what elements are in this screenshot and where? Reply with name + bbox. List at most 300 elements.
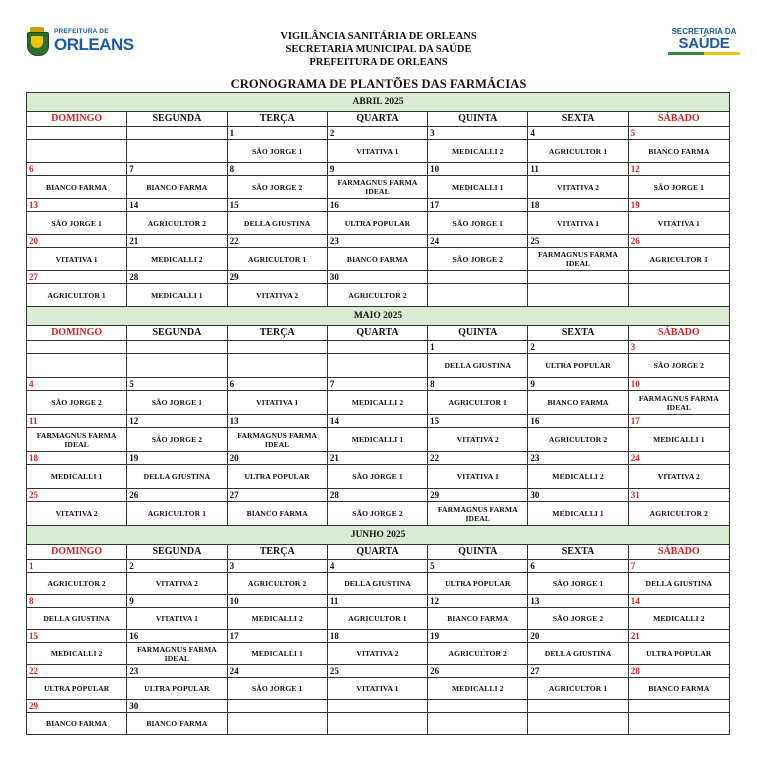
day-number: 11 [27, 415, 126, 428]
day-cell [328, 595, 428, 629]
week-row [27, 341, 729, 378]
pharmacy-name: SÃO JORGE 2 [552, 614, 604, 623]
weekday-header: SÁBADO [658, 113, 700, 124]
day-number: 11 [528, 163, 627, 176]
pharmacy-name: VITATIVA 1 [556, 218, 600, 228]
day-cell [528, 560, 628, 594]
weekday-header: TERÇA [228, 326, 328, 340]
day-cell [228, 199, 328, 234]
week-row [27, 665, 729, 700]
pharmacy-name [228, 354, 327, 377]
day-cell [127, 489, 227, 525]
day-cell [428, 560, 528, 594]
day-number: 29 [27, 700, 126, 713]
weekday-header: SEGUNDA [127, 112, 227, 126]
pharmacy-name [428, 284, 527, 306]
day-cell [27, 163, 127, 198]
pharmacy-name: MEDICALLI 1 [452, 182, 504, 192]
pharmacy-name: MEDICALLI 2 [151, 254, 203, 264]
day-cell [127, 163, 227, 198]
day-cell [328, 341, 428, 377]
pharmacy-name [127, 140, 226, 162]
day-number: 30 [328, 271, 427, 284]
pharmacy-name: VITATIVA 2 [657, 472, 700, 481]
day-number: 14 [328, 415, 427, 428]
day-cell [629, 378, 729, 414]
day-number: 26 [629, 235, 729, 248]
institution-title [0, 27, 757, 69]
day-cell [528, 199, 628, 234]
day-cell [629, 452, 729, 488]
week-row [27, 199, 729, 235]
day-cell [127, 665, 227, 699]
day-number: 4 [528, 127, 627, 140]
weekday-header: SEXTA [528, 326, 628, 340]
pharmacy-name: AGRICULTOR 2 [548, 435, 608, 444]
weekday-header: QUARTA [328, 545, 428, 559]
pharmacy-name: VITATIVA 1 [155, 614, 198, 623]
pharmacy-name: BIANCO FARMA [46, 719, 108, 728]
pharmacy-name: SÃO JORGE 1 [51, 218, 102, 228]
weekday-header: SEXTA [528, 545, 628, 559]
day-number: 22 [428, 452, 527, 465]
pharmacy-name: ULTRA POPULAR [545, 361, 611, 370]
day-number: 6 [27, 163, 126, 176]
pharmacy-name: MEDICALLI 2 [452, 146, 504, 156]
day-number: 17 [428, 199, 527, 212]
day-number [228, 341, 327, 354]
day-cell [528, 595, 628, 629]
week-row [27, 630, 729, 665]
pharmacy-name: VITATIVA 1 [356, 146, 399, 156]
day-cell [629, 665, 729, 699]
secretaria-saude-logo [668, 28, 740, 55]
day-cell [528, 127, 628, 162]
day-number: 3 [428, 127, 527, 140]
day-cell [428, 378, 528, 414]
day-number: 4 [328, 560, 427, 573]
day-cell [27, 700, 127, 734]
day-number: 23 [528, 452, 627, 465]
pharmacy-name [328, 354, 427, 377]
day-number [228, 700, 327, 713]
day-number: 8 [228, 163, 327, 176]
day-cell [629, 163, 729, 198]
pharmacy-name: SÃO JORGE 2 [653, 361, 705, 370]
day-number: 28 [629, 665, 729, 678]
pharmacy-name: AGRICULTOR 2 [47, 579, 106, 588]
day-cell [629, 235, 729, 270]
pharmacy-name: SÃO JORGE 1 [251, 146, 303, 156]
day-number: 11 [328, 595, 427, 608]
day-number [127, 127, 226, 140]
pharmacy-name: FARMAGNUS FARMA IDEAL [237, 430, 318, 449]
pharmacy-name: BIANCO FARMA [146, 719, 208, 728]
day-number: 15 [428, 415, 527, 428]
logo-left-small-text: PREFEITURA DE [54, 28, 109, 36]
day-number: 18 [27, 452, 126, 465]
pharmacy-name: SÃO JORGE 1 [151, 398, 203, 407]
pharmacy-name: MEDICALLI 1 [351, 435, 404, 444]
pharmacy-name: BIANCO FARMA [246, 509, 308, 518]
day-number: 23 [127, 665, 226, 678]
day-number: 21 [328, 452, 427, 465]
pharmacy-name: ULTRA POPULAR [646, 649, 712, 658]
day-number: 18 [528, 199, 627, 212]
logo-left-big-text: ORLEANS [54, 34, 134, 54]
pharmacy-name: VITATIVA 1 [657, 218, 700, 228]
day-cell [127, 595, 227, 629]
pharmacy-name: ULTRA POPULAR [43, 684, 110, 693]
logo-right-color-bar [668, 52, 740, 55]
pharmacy-name: AGRICULTOR 1 [548, 146, 608, 156]
pharmacy-name: ULTRA POPULAR [144, 684, 210, 693]
day-cell [629, 560, 729, 594]
pharmacy-name: VITATIVA 2 [556, 182, 600, 192]
pharmacy-name [528, 713, 627, 734]
day-number: 29 [228, 271, 327, 284]
day-cell [228, 271, 328, 306]
day-number: 10 [629, 378, 729, 391]
pharmacy-name: MEDICALLI 2 [50, 649, 103, 658]
pharmacy-name: SÃO JORGE 1 [552, 579, 604, 588]
day-cell [629, 489, 729, 525]
day-number: 16 [127, 630, 226, 643]
weekday-header: SEGUNDA [127, 545, 227, 559]
day-cell [228, 415, 328, 451]
month-title: ABRIL 2025 [27, 93, 729, 112]
day-number: 10 [228, 595, 327, 608]
weekday-header: SÁBADO [658, 327, 700, 338]
pharmacy-name [629, 713, 729, 734]
pharmacy-name: FARMAGNUS FARMA IDEAL [538, 250, 618, 268]
institution-line: PREFEITURA DE ORLEANS [309, 57, 448, 68]
day-number: 4 [27, 378, 126, 391]
day-cell [428, 127, 528, 162]
pharmacy-name: BIANCO FARMA [648, 684, 710, 693]
pharmacy-name: FARMAGNUS FARMA IDEAL [36, 430, 117, 449]
day-cell [228, 452, 328, 488]
pharmacy-name: FARMAGNUS FARMA IDEAL [638, 393, 719, 412]
day-number: 7 [127, 163, 226, 176]
day-cell [328, 415, 428, 451]
week-row [27, 700, 729, 734]
pharmacy-name: SÃO JORGE 2 [452, 254, 504, 264]
month-title: MAIO 2025 [27, 307, 729, 326]
pharmacy-name: SÃO JORGE 1 [653, 182, 705, 192]
day-cell [127, 378, 227, 414]
day-cell [428, 700, 528, 734]
day-number: 1 [428, 341, 527, 354]
pharmacy-name: AGRICULTOR 1 [649, 254, 709, 264]
weekday-header: SÁBADO [658, 546, 700, 557]
day-cell [528, 163, 628, 198]
day-number: 16 [328, 199, 427, 212]
day-number: 15 [27, 630, 126, 643]
weekday-header: QUARTA [328, 326, 428, 340]
pharmacy-name: MEDICALLI 1 [251, 649, 303, 658]
day-number: 5 [629, 127, 729, 140]
weekday-header: SEXTA [528, 112, 628, 126]
day-number: 17 [629, 415, 729, 428]
day-cell [228, 595, 328, 629]
page-title: CRONOGRAMA DE PLANTÕES DAS FARMÁCIAS [230, 77, 527, 91]
day-cell [27, 489, 127, 525]
pharmacy-name: MEDICALLI 1 [151, 290, 203, 300]
day-cell [127, 235, 227, 270]
day-cell [428, 489, 528, 525]
pharmacy-name: VITATIVA 2 [256, 290, 299, 300]
pharmacy-name [528, 284, 627, 306]
day-number: 24 [228, 665, 327, 678]
day-cell [528, 700, 628, 734]
day-cell [629, 595, 729, 629]
day-number [428, 700, 527, 713]
day-cell [127, 271, 227, 306]
pharmacy-name: MEDICALLI 1 [552, 509, 604, 518]
pharmacy-name: BIANCO FARMA [648, 146, 710, 156]
weekday-header: TERÇA [228, 112, 328, 126]
day-number: 9 [528, 378, 627, 391]
pharmacy-name [629, 284, 729, 306]
day-cell [228, 665, 328, 699]
day-cell [27, 560, 127, 594]
pharmacy-name [27, 140, 126, 162]
pharmacy-name: AGRICULTOR 1 [348, 614, 407, 623]
day-cell [27, 127, 127, 162]
pharmacy-name: BIANCO FARMA [547, 398, 609, 407]
day-cell [228, 378, 328, 414]
day-number: 18 [328, 630, 427, 643]
day-cell [328, 199, 428, 234]
day-number: 2 [528, 341, 627, 354]
day-number: 8 [27, 595, 126, 608]
day-cell [27, 415, 127, 451]
day-cell [629, 700, 729, 734]
day-cell [328, 235, 428, 270]
day-number [528, 271, 627, 284]
day-cell [27, 665, 127, 699]
day-cell [228, 235, 328, 270]
day-cell [27, 595, 127, 629]
institution-line: VIGILÂNCIA SANITÁRIA DE ORLEANS [280, 31, 477, 42]
pharmacy-name: DELLA GIUSTINA [645, 579, 713, 588]
day-cell [228, 127, 328, 162]
day-cell [428, 415, 528, 451]
week-row [27, 378, 729, 415]
day-cell [428, 665, 528, 699]
day-cell [528, 630, 628, 664]
pharmacy-name: MEDICALLI 1 [50, 472, 103, 481]
day-number [629, 271, 729, 284]
day-cell [428, 199, 528, 234]
pharmacy-name: AGRICULTOR 2 [147, 218, 207, 228]
day-cell [228, 560, 328, 594]
day-cell [328, 378, 428, 414]
pharmacy-name: AGRICULTOR 1 [548, 684, 608, 693]
pharmacy-name: MEDICALLI 1 [653, 435, 705, 444]
pharmacy-name: VITATIVA 2 [456, 435, 499, 444]
week-row [27, 415, 729, 452]
pharmacy-name: AGRICULTOR 2 [649, 509, 709, 518]
pharmacy-name [127, 354, 226, 377]
day-number: 24 [629, 452, 729, 465]
pharmacy-name [228, 713, 327, 734]
week-row [27, 127, 729, 163]
pharmacy-name: VITATIVA 1 [55, 254, 98, 264]
pharmacy-name: DELLA GIUSTINA [444, 361, 512, 370]
day-cell [328, 452, 428, 488]
day-cell [528, 271, 628, 306]
day-number: 12 [629, 163, 729, 176]
pharmacy-name: FARMAGNUS FARMA IDEAL [437, 504, 518, 523]
day-number: 1 [228, 127, 327, 140]
pharmacy-name: ULTRA POPULAR [445, 579, 511, 588]
day-number: 21 [127, 235, 226, 248]
pharmacy-name: MEDICALLI 2 [251, 614, 303, 623]
day-number [127, 341, 226, 354]
pharmacy-name: DELLA GIUSTINA [243, 218, 311, 228]
day-number: 28 [127, 271, 226, 284]
day-number [27, 341, 126, 354]
day-cell [528, 452, 628, 488]
day-number: 6 [528, 560, 627, 573]
day-cell [328, 560, 428, 594]
weekday-header: QUARTA [328, 112, 428, 126]
pharmacy-name: AGRICULTOR 1 [47, 290, 106, 300]
day-cell [127, 700, 227, 734]
day-number [629, 700, 729, 713]
day-number: 3 [228, 560, 327, 573]
day-number: 10 [428, 163, 527, 176]
logo-right-small-text: SECRETARIA DA [671, 27, 737, 36]
day-number: 21 [629, 630, 729, 643]
day-cell [428, 163, 528, 198]
institution-line: SECRETARIA MUNICIPAL DA SAÚDE [285, 44, 472, 55]
day-cell [27, 235, 127, 270]
day-number: 12 [127, 415, 226, 428]
day-cell [127, 127, 227, 162]
pharmacy-name: SÃO JORGE 2 [51, 398, 102, 407]
day-number [528, 700, 627, 713]
pharmacy-name: DELLA GIUSTINA [544, 649, 612, 658]
day-number: 16 [528, 415, 627, 428]
pharmacy-name: SÃO JORGE 2 [251, 182, 303, 192]
day-number: 28 [328, 489, 427, 502]
day-number: 20 [27, 235, 126, 248]
day-cell [629, 630, 729, 664]
pharmacy-name: ULTRA POPULAR [244, 472, 310, 481]
weekday-header: QUINTA [428, 326, 528, 340]
weekday-header-row [27, 326, 729, 341]
weekday-header: DOMINGO [27, 545, 127, 559]
pharmacy-name: VITATIVA 2 [155, 579, 198, 588]
pharmacy-name: VITATIVA 2 [55, 509, 98, 518]
day-number: 2 [127, 560, 226, 573]
day-number: 27 [528, 665, 627, 678]
day-cell [629, 127, 729, 162]
day-cell [328, 700, 428, 734]
day-number: 19 [127, 452, 226, 465]
pharmacy-name: VITATIVA 1 [256, 398, 299, 407]
day-cell [428, 452, 528, 488]
day-cell [629, 199, 729, 234]
day-number: 3 [629, 341, 729, 354]
week-row [27, 235, 729, 271]
week-row [27, 595, 729, 630]
day-cell [27, 452, 127, 488]
day-number: 30 [528, 489, 627, 502]
day-cell [127, 452, 227, 488]
day-number: 20 [228, 452, 327, 465]
day-number: 31 [629, 489, 729, 502]
day-cell [428, 235, 528, 270]
day-number: 14 [127, 199, 226, 212]
day-cell [428, 271, 528, 306]
pharmacy-name: DELLA GIUSTINA [344, 579, 411, 588]
day-cell [127, 199, 227, 234]
day-number: 7 [629, 560, 729, 573]
day-cell [228, 163, 328, 198]
schedule-table [26, 92, 730, 735]
pharmacy-name: BIANCO FARMA [447, 614, 509, 623]
pharmacy-name: SÃO JORGE 1 [452, 218, 504, 228]
day-number: 30 [127, 700, 226, 713]
day-number: 23 [328, 235, 427, 248]
day-cell [528, 378, 628, 414]
day-number: 2 [328, 127, 427, 140]
day-number: 19 [428, 630, 527, 643]
pharmacy-name: FARMAGNUS FARMA IDEAL [136, 644, 217, 663]
day-cell [629, 341, 729, 377]
pharmacy-name: DELLA GIUSTINA [43, 614, 110, 623]
weekday-header: DOMINGO [27, 112, 127, 126]
day-cell [328, 489, 428, 525]
pharmacy-name: MEDICALLI 2 [552, 472, 604, 481]
day-number: 8 [428, 378, 527, 391]
day-number [328, 341, 427, 354]
day-cell [27, 630, 127, 664]
pharmacy-name: BIANCO FARMA [46, 182, 108, 192]
day-cell [127, 560, 227, 594]
day-cell [528, 489, 628, 525]
weekday-header-row [27, 112, 729, 127]
day-cell [127, 630, 227, 664]
pharmacy-name: AGRICULTOR 1 [248, 254, 307, 264]
day-number: 27 [228, 489, 327, 502]
day-number [428, 271, 527, 284]
day-number: 25 [528, 235, 627, 248]
day-cell [328, 127, 428, 162]
week-row [27, 163, 729, 199]
pharmacy-name: SÃO JORGE 2 [151, 435, 203, 444]
day-number: 5 [428, 560, 527, 573]
day-number: 6 [228, 378, 327, 391]
day-number: 27 [27, 271, 126, 284]
day-cell [328, 163, 428, 198]
day-number: 19 [629, 199, 729, 212]
day-number: 9 [328, 163, 427, 176]
day-cell [629, 415, 729, 451]
pharmacy-name: MEDICALLI 2 [653, 614, 705, 623]
day-number: 20 [528, 630, 627, 643]
weekday-header: DOMINGO [27, 326, 127, 340]
day-number: 26 [127, 489, 226, 502]
logo-right-big-text: SAÚDE [678, 35, 730, 52]
day-cell [428, 595, 528, 629]
day-number: 1 [27, 560, 126, 573]
day-cell [528, 341, 628, 377]
